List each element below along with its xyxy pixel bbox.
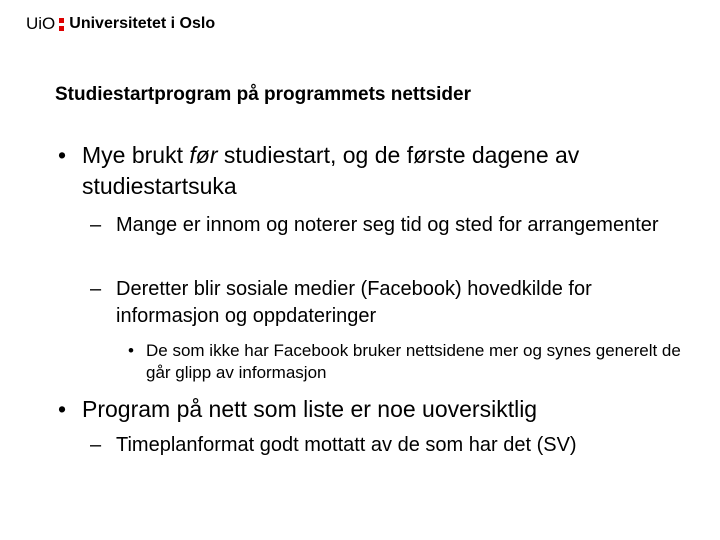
bullet-marker: – xyxy=(90,278,102,300)
bullet-marker: • xyxy=(58,396,67,422)
bullet-marker: – xyxy=(90,434,102,456)
emphasis-text: før xyxy=(189,142,218,168)
bullet-level1-usage xyxy=(58,140,678,202)
bullet-text: Timeplanformat godt mottatt av de som har det (SV) xyxy=(116,434,577,456)
institution-name: Universitetet i Oslo xyxy=(69,15,216,32)
bullet-marker: – xyxy=(90,214,102,236)
bullet-level2-social-media xyxy=(90,276,680,330)
slide-title: Studiestartprogram på programmets nettsider xyxy=(55,84,471,105)
bullet-level3-no-facebook xyxy=(128,340,688,384)
bullet-marker: • xyxy=(58,142,67,168)
bullet-level1-program-list xyxy=(58,394,678,425)
uio-logo xyxy=(26,13,215,35)
bullet-text: Mye brukt før studiestart, og de første dagene av studiestartsuka xyxy=(82,142,580,199)
bullet-text: Program på nett som liste er noe uoversiktlig xyxy=(82,396,538,422)
bullet-text: Deretter blir sosiale medier (Facebook) hovedkilde for informasjon og oppdateringer xyxy=(116,278,592,327)
logo-mark: UiO xyxy=(26,14,56,33)
logo-colon-icon xyxy=(59,16,64,32)
bullet-text: Mange er innom og noterer seg tid og sted for arrangementer xyxy=(116,214,659,236)
bullet-marker: • xyxy=(128,341,134,360)
bullet-text: De som ikke har Facebook bruker nettsidene mer og synes generelt de går glipp av informasjon xyxy=(146,341,681,382)
bullet-level2-visitors xyxy=(90,212,680,239)
bullet-level2-timetable xyxy=(90,432,680,459)
